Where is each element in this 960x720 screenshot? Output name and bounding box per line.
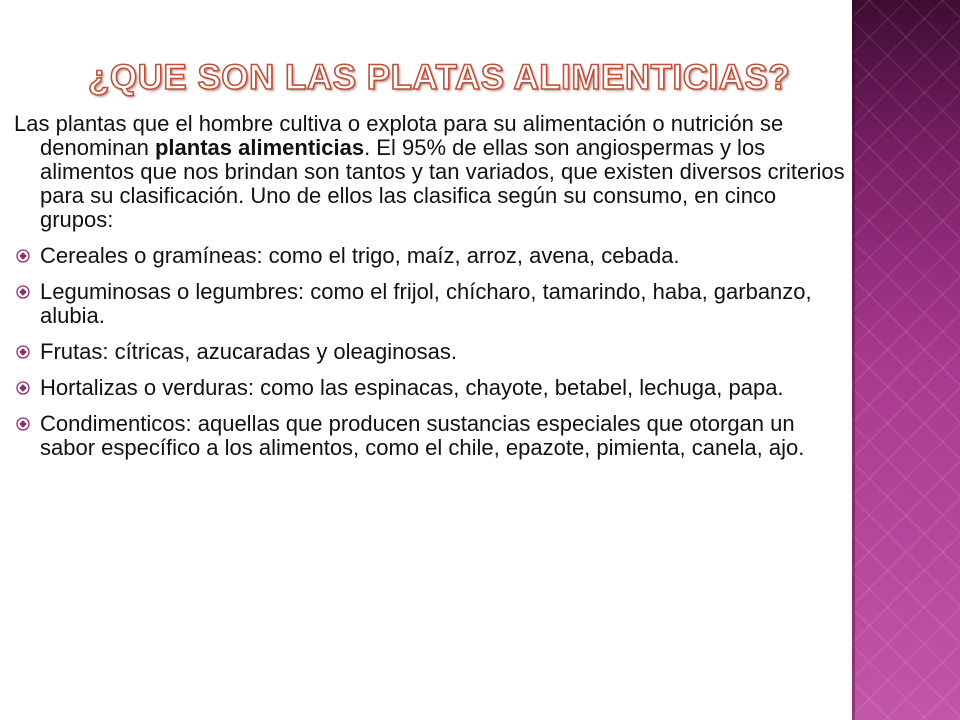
circled-diamond-icon: [16, 249, 30, 263]
intro-bold-term: plantas alimenticias: [154, 135, 365, 160]
slide-body: [14, 112, 850, 460]
decorative-side-panel: [852, 0, 960, 720]
list-item: [14, 376, 850, 400]
intro-text-start: Las plantas que el hombre cultiva o explota para su alimentación o nutrición se denominan: [14, 111, 784, 160]
circled-diamond-icon: [16, 345, 30, 359]
list-item-text: Leguminosas o legumbres: como el frijol, chícharo, tamarindo, haba, garbanzo, alubia.: [40, 279, 812, 328]
circled-diamond-icon: [16, 417, 30, 431]
intro-paragraph: [14, 112, 850, 232]
list-item-text: Cereales o gramíneas: como el trigo, maíz, arroz, avena, cebada.: [40, 243, 680, 268]
list-item: [14, 280, 850, 328]
intro-text-end: . El 95% de ellas son angiospermas y los alimentos que nos brindan son tantos y tan variados, que existen diversos criterios para su clasificación. Uno de ellos las clasifica según su consumo, en cinco grupos:: [40, 135, 845, 232]
list-item: [14, 340, 850, 364]
list-item-text: Hortalizas o verduras: como las espinacas, chayote, betabel, lechuga, papa.: [40, 375, 784, 400]
slide-title: ¿QUE SON LAS PLATAS ALIMENTICIAS?: [88, 58, 791, 97]
list-item-text: Condimenticos: aquellas que producen sustancias especiales que otorgan un sabor específico a los alimentos, como el chile, epazote, pimienta, canela, ajo.: [40, 411, 805, 460]
list-item-text: Frutas: cítricas, azucaradas y oleaginosas.: [40, 339, 457, 364]
list-item: [14, 244, 850, 268]
circled-diamond-icon: [16, 381, 30, 395]
circled-diamond-icon: [16, 285, 30, 299]
list-item: [14, 412, 850, 460]
food-groups-list: [14, 244, 850, 460]
